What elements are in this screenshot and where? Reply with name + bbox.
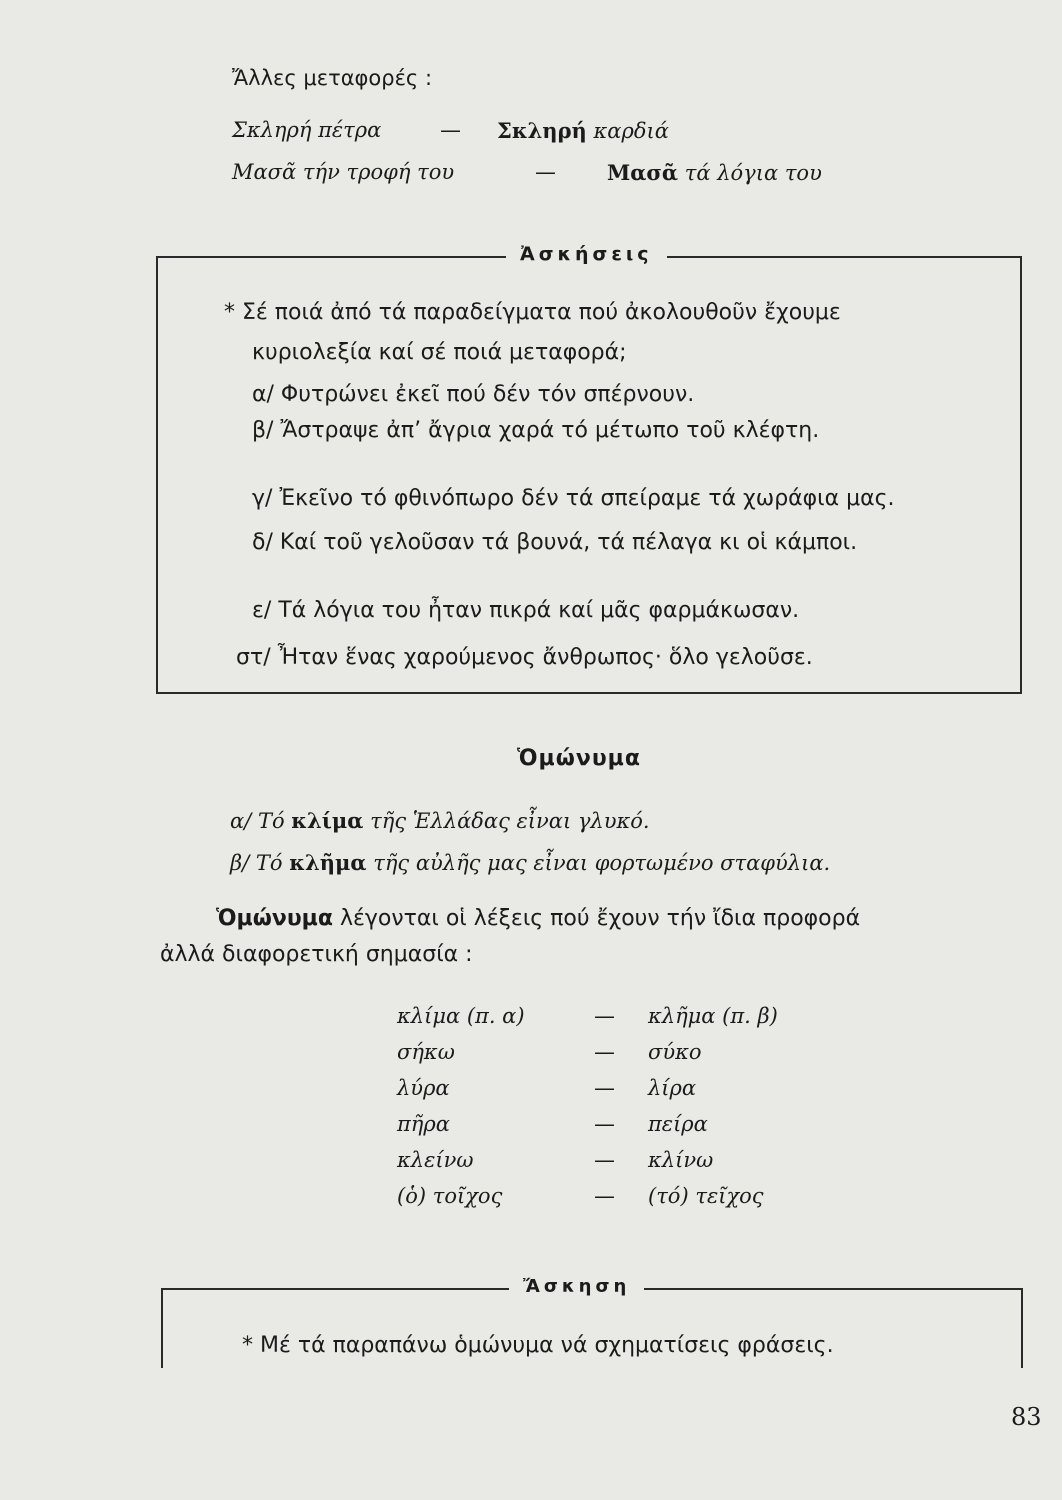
metaphors-heading: Ἄλλες μεταφορές : — [232, 66, 433, 90]
homonym-left: σήκω — [397, 1040, 455, 1064]
exercise-item-text: Καί τοῦ γελοῦσαν τά βουνά, τά πέλαγα κι οἱ κάμποι. — [279, 530, 858, 555]
homonym-dash: — — [594, 1184, 615, 1208]
metaphor-right — [497, 118, 669, 143]
exercise-item-text: Τά λόγια του ἦταν πικρά καί μᾶς φαρμάκωσαν. — [278, 598, 800, 623]
exercise-question-line1: * Σέ ποιά ἀπό τά παραδείγματα πού ἀκολουθοῦν ἔχουμε — [224, 300, 841, 325]
exercise2-text: * Μέ τά παραπάνω ὁμώνυμα νά σχηματίσεις φράσεις. — [242, 1333, 834, 1358]
exercise-item-text: Φυτρώνει ἐκεῖ πού δέν τόν σπέρνουν. — [280, 382, 695, 407]
homonym-dash: — — [594, 1004, 615, 1028]
homonym-dash: — — [594, 1076, 615, 1100]
metaphor-bold-word: Μασᾶ — [607, 160, 679, 185]
exercise-item — [252, 598, 799, 623]
exercise-item-text: Ἐκεῖνο τό φθινόπωρο δέν τά σπείραμε τά χωράφια μας. — [279, 486, 895, 511]
homonyms-definition-text: λέγονται οἱ λέξεις πού ἔχουν τήν ἴδια προφορά — [339, 906, 861, 931]
homonym-example-pre: Τό — [255, 851, 283, 875]
homonym-left: λύρα — [397, 1076, 450, 1100]
metaphor-right — [607, 160, 822, 185]
exercise-item-label: β/ — [252, 418, 274, 443]
homonym-right: κλίνω — [648, 1148, 714, 1172]
exercise-item — [252, 530, 857, 555]
metaphor-row — [232, 160, 454, 184]
homonym-example-post: τῆς αὐλῆς μας εἶναι φορτωμένο σταφύλια. — [373, 851, 831, 875]
exercise-item-label: γ/ — [252, 486, 273, 511]
exercise-question-line2: κυριολεξία καί σέ ποιά μεταφορά; — [252, 340, 627, 365]
exercise2-title: Ἄσκηση — [509, 1276, 644, 1297]
homonym-dash: — — [594, 1148, 615, 1172]
metaphor-left: Σκληρή πέτρα — [232, 118, 382, 142]
metaphor-dash: — — [535, 160, 556, 184]
exercises-title: Ἀσκήσεις — [506, 243, 667, 265]
metaphor-row — [232, 118, 381, 142]
homonym-left: κλίμα (π. α) — [397, 1004, 525, 1028]
exercise-item — [252, 418, 819, 443]
homonym-example-pre: Τό — [257, 809, 285, 833]
metaphor-right-text: καρδιά — [593, 119, 669, 143]
homonym-right: κλῆμα (π. β) — [648, 1004, 778, 1028]
homonym-example-bold: κλῆμα — [289, 850, 367, 875]
metaphor-dash: — — [440, 118, 461, 142]
homonym-example-post: τῆς Ἑλλάδας εἶναι γλυκό. — [370, 809, 650, 833]
page-number: 83 — [1011, 1403, 1042, 1431]
homonyms-definition-line2: ἀλλά διαφορετική σημασία : — [160, 942, 473, 967]
exercise-item — [252, 382, 694, 407]
homonym-right: πείρα — [648, 1112, 708, 1136]
metaphor-left: Μασᾶ τήν τροφή του — [232, 160, 455, 184]
homonym-right: λίρα — [648, 1076, 697, 1100]
exercise-item-text: Ἦταν ἕνας χαρούμενος ἄνθρωπος· ὅλο γελοῦσε. — [277, 645, 813, 670]
homonym-dash: — — [594, 1112, 615, 1136]
metaphor-bold-word: Σκληρή — [497, 118, 587, 143]
exercise-item-label: ε/ — [252, 598, 272, 623]
homonym-left: κλείνω — [397, 1148, 474, 1172]
homonym-example-bold: κλίμα — [291, 808, 364, 833]
homonym-right: σύκο — [648, 1040, 702, 1064]
homonym-right: (τό) τεῖχος — [648, 1184, 764, 1208]
homonym-left: (ὁ) τοῖχος — [397, 1184, 503, 1208]
homonym-example-label: α/ — [230, 809, 252, 833]
homonym-dash: — — [594, 1040, 615, 1064]
exercise-item-label: δ/ — [252, 530, 273, 555]
homonyms-definition-term: Ὁμώνυμα — [216, 906, 333, 931]
homonym-example — [230, 850, 830, 875]
exercise-item — [252, 486, 895, 511]
exercise-item-label: α/ — [252, 382, 274, 407]
homonym-example — [230, 808, 650, 833]
exercise-item-text: Ἄστραψε ἀπ’ ἄγρια χαρά τό μέτωπο τοῦ κλέφτη. — [280, 418, 820, 443]
exercise-item-label: στ/ — [236, 645, 271, 670]
homonym-example-label: β/ — [230, 851, 250, 875]
metaphor-right-text: τά λόγια του — [684, 161, 822, 185]
exercise-item — [236, 645, 813, 670]
homonyms-definition — [216, 906, 860, 931]
homonyms-title: Ὁμώνυμα — [517, 746, 641, 771]
homonym-left: πῆρα — [397, 1112, 450, 1136]
